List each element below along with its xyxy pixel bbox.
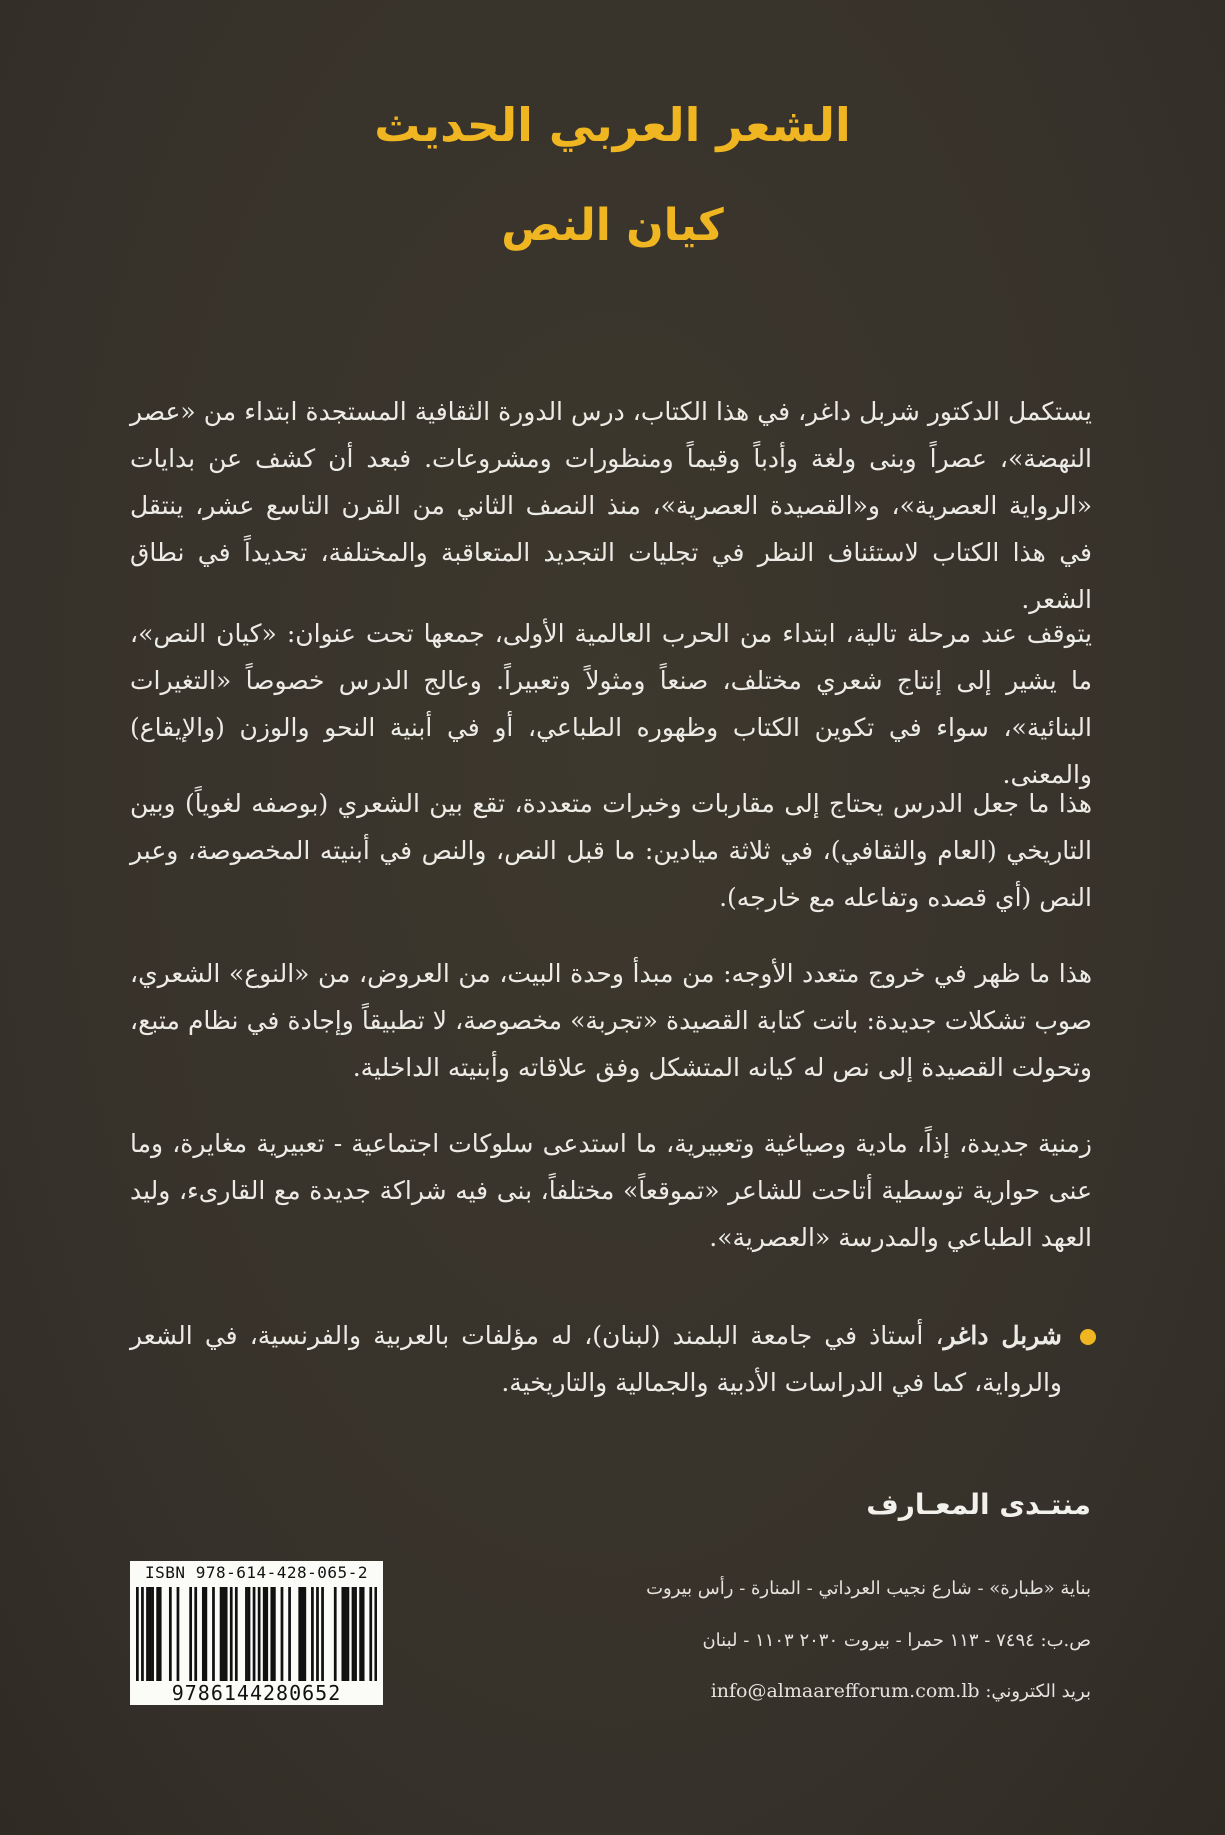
barcode-bar <box>281 1587 284 1683</box>
barcode-bar <box>344 1587 347 1683</box>
barcode-bar <box>194 1587 197 1683</box>
barcode-bar <box>222 1587 225 1683</box>
isbn-barcode <box>130 1561 383 1705</box>
barcode-bar <box>212 1587 215 1683</box>
publisher-pobox: ص.ب: ٧٤٩٤ - ١١٣ حمرا - بيروت ٢٠٣٠ ١١٠٣ - لبنان <box>702 1630 1091 1651</box>
barcode-bar <box>204 1587 207 1683</box>
barcode-bar <box>298 1587 301 1683</box>
barcode-bar <box>141 1587 144 1683</box>
barcode-bar <box>169 1587 172 1683</box>
barcode-bar <box>301 1587 304 1683</box>
barcode-bar <box>359 1587 362 1683</box>
barcode-bar <box>151 1587 154 1683</box>
barcode-bars <box>136 1587 377 1683</box>
barcode-bar <box>354 1587 357 1683</box>
barcode-bar <box>253 1587 256 1683</box>
book-title: الشعر العربي الحديث <box>374 98 851 152</box>
publisher-email-line <box>711 1680 1091 1702</box>
barcode-bar <box>341 1587 344 1683</box>
book-subtitle: كيان النص <box>501 200 724 251</box>
barcode-bar <box>334 1587 337 1683</box>
barcode-bar <box>316 1587 319 1683</box>
email-address: info@almaarefforum.com.lb <box>710 1680 980 1702</box>
barcode-bar <box>273 1587 276 1683</box>
barcode-bar <box>374 1587 377 1683</box>
barcode-bar <box>220 1587 223 1683</box>
barcode-bar <box>352 1587 355 1683</box>
barcode-bar <box>303 1587 306 1683</box>
email-label: بريد الكتروني: <box>985 1681 1091 1702</box>
barcode-bar <box>202 1587 205 1683</box>
barcode-bar <box>311 1587 314 1683</box>
barcode-bar <box>362 1587 365 1683</box>
barcode-bar <box>248 1587 251 1683</box>
barcode-bar <box>270 1587 273 1683</box>
barcode-bar <box>230 1587 233 1683</box>
barcode-bar <box>369 1587 372 1683</box>
barcode-bar <box>146 1587 149 1683</box>
blurb-paragraph-4: هذا ما ظهر في خروج متعدد الأوجه: من مبدأ وحدة البيت، من العروض، من «النوع» الشعري، صوب تشكلات جديدة: باتت كتابة القصيدة «تجربة» مخصوصة، لا تطبيقاً وإجادة في نظام متبع، وتحولت القصيدة إلى نص له كيانه المتشكل وفق علاقاته وأبنيته الداخلية. <box>130 959 1092 1082</box>
publisher-address: بناية «طبارة» - شارع نجيب العرداتي - المنارة - رأس بيروت <box>646 1578 1091 1599</box>
barcode-bar <box>225 1587 228 1683</box>
blurb-paragraph-3: هذا ما جعل الدرس يحتاج إلى مقاربات وخبرات متعددة، تقع بين الشعري (بوصفه لغوياً) وبين التاريخي (العام والثقافي)، في ثلاثة ميادين: ما قبل النص، والنص في أبنيته المخصوصة، وعبر النص (أي قصده وتفاعله مع خارجه). <box>130 789 1092 912</box>
barcode-bar <box>258 1587 261 1683</box>
publisher-name: منتـدى المعـارف <box>866 1488 1091 1521</box>
bullet-dot-icon <box>1080 1329 1096 1345</box>
barcode-bar <box>235 1587 238 1683</box>
barcode-bar <box>189 1587 192 1683</box>
barcode-bar <box>263 1587 266 1683</box>
author-bio <box>130 1312 1062 1406</box>
blurb-paragraph-5: زمنية جديدة، إذاً، مادية وصياغية وتعبيرية، ما استدعى سلوكات اجتماعية - تعبيرية مغايرة، وما عنى حوارية توسطية أتاحت للشاعر «تموقعاً» مختلفاً، بنى فيه شراكة جديدة مع القارىء، وليد العهد الطباعي والمدرسة «العصرية». <box>130 1129 1092 1252</box>
barcode-bar <box>159 1587 162 1683</box>
blurb-paragraph-2: يتوقف عند مرحلة تالية، ابتداء من الحرب العالمية الأولى، جمعها تحت عنوان: «كيان النص»، ما يشير إلى إنتاج شعري مختلف، صنعاً ومثولاً وتعبيراً. وعالج الدرس خصوصاً «التغيرات البنائية»، سواء في تكوين الكتاب وظهوره الطباعي، أو في أبنية النحو والوزن (والإيقاع) والمعنى. <box>130 619 1092 789</box>
author-bio-text: ، أستاذ في جامعة البلمند (لبنان)، له مؤلفات بالعربية والفرنسية، في الشعر والرواية، كما في الدراسات الأدبية والجمالية والتاريخية. <box>130 1321 1062 1397</box>
barcode-bar <box>288 1587 291 1683</box>
blurb-paragraph-1: يستكمل الدكتور شربل داغر، في هذا الكتاب، درس الدورة الثقافية المستجدة ابتداء من «عصر النهضة»، عصراً وبنى ولغة وأدباً وقيماً ومنظورات ومشروعات. فبعد أن كشف عن بدايات «الرواية العصرية»، و«القصيدة العصرية»، منذ النصف الثاني من القرن التاسع عشر، ينتقل في هذا الكتاب لاستئناف النظر في تجليات التجديد المتعاقبة والمختلفة، تحديداً في نطاق الشعر. <box>130 397 1092 614</box>
isbn-label: ISBN 978-614-428-065-2 <box>145 1563 368 1582</box>
barcode-bar <box>265 1587 268 1683</box>
barcode-bar <box>177 1587 180 1683</box>
barcode-bar <box>149 1587 152 1683</box>
barcode-bar <box>347 1587 350 1683</box>
barcode-bar <box>321 1587 324 1683</box>
barcode-bar <box>245 1587 248 1683</box>
author-name: شربل داغر <box>943 1321 1062 1350</box>
barcode-bar <box>136 1587 139 1683</box>
isbn-digits: 9786144280652 <box>130 1681 383 1705</box>
barcode-bar <box>156 1587 159 1683</box>
